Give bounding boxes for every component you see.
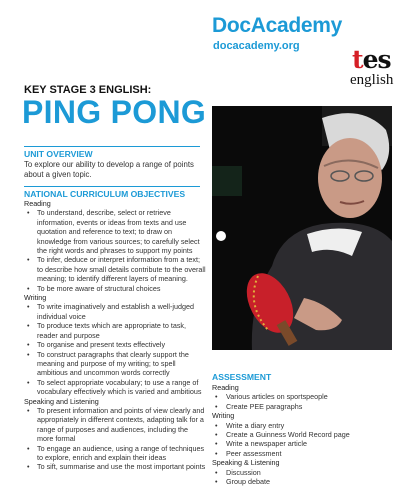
- overview-text: To explore our ability to develop a range of points about a given topic.: [24, 160, 194, 179]
- curriculum-item: • To write imaginatively and establish a well-judged individual voice: [24, 302, 206, 321]
- assessment-item: • Group debate: [212, 477, 390, 486]
- page-title: PING PONG: [22, 94, 207, 130]
- overview-rule: [24, 146, 200, 147]
- page-kicker: KEY STAGE 3 ENGLISH:: [24, 84, 152, 96]
- curriculum-section-writing: Writing: [24, 293, 47, 303]
- assessment-heading: ASSESSMENT: [212, 372, 272, 382]
- tes-logo-es: es: [362, 45, 391, 74]
- tes-logo-sub: english: [350, 72, 394, 88]
- tes-logo: [352, 47, 391, 72]
- assessment-item: • Peer assessment: [212, 449, 390, 458]
- curriculum-section-speaking: Speaking and Listening: [24, 396, 99, 406]
- curriculum-item: • To produce texts which are appropriate to task, reader and purpose: [24, 321, 206, 340]
- curriculum-item: • To sift, summarise and use the most important points: [24, 462, 206, 471]
- curriculum-item: • To engage an audience, using a range of techniques to explore, enrich and explain their ideas: [24, 444, 206, 463]
- overview-heading: UNIT OVERVIEW: [24, 149, 93, 159]
- assessment-section-speaking: Speaking & Listening: [212, 458, 280, 468]
- hero-photo: [212, 106, 392, 350]
- curriculum-item: • To infer, deduce or interpret information from a text; to describe how small details contribute to the overall meaning; to identify different layers of meaning.: [24, 255, 206, 283]
- photo-illustration: [212, 106, 392, 350]
- curriculum-item: • To organise and present texts effectively: [24, 340, 206, 349]
- curriculum-item: • To understand, describe, select or retrieve information, events or ideas from texts and use quotation and reference to text; to draw on knowledge from various sources; to carefully select the right words and phrases to support my points: [24, 208, 206, 255]
- curriculum-rule: [24, 186, 200, 187]
- brand-logo: DocAcademy: [212, 14, 343, 37]
- assessment-section-reading: Reading: [212, 383, 239, 392]
- brand-url: docacademy.org: [213, 40, 300, 52]
- curriculum-heading: NATIONAL CURRICULUM OBJECTIVES: [24, 189, 186, 199]
- assessment-item: • Create PEE paragraphs: [212, 402, 390, 411]
- assessment-list: [212, 383, 390, 486]
- assessment-item: • Discussion: [212, 468, 390, 477]
- curriculum-item: • To construct paragraphs that clearly support the meaning and purpose of my writing; to spell ambitious and uncommon words correctly: [24, 350, 206, 378]
- assessment-item: • Write a newspaper article: [212, 439, 390, 448]
- curriculum-item: • To present information and points of view clearly and appropriately in different contexts, adapting talk for a range of purposes and audiences, including the more formal: [24, 406, 206, 444]
- curriculum-item: • To be more aware of structural choices: [24, 284, 206, 293]
- assessment-item: • Write a diary entry: [212, 421, 390, 430]
- assessment-item: • Create a Guinness World Record page: [212, 430, 390, 439]
- assessment-item: • Various articles on sportspeople: [212, 392, 390, 401]
- curriculum-item: • To select appropriate vocabulary; to use a range of vocabulary effectively which is varied and ambitious: [24, 378, 206, 397]
- curriculum-section-reading: Reading: [24, 199, 51, 208]
- assessment-section-writing: Writing: [212, 411, 235, 421]
- tes-logo-t: t: [352, 45, 363, 74]
- curriculum-list: [24, 199, 206, 472]
